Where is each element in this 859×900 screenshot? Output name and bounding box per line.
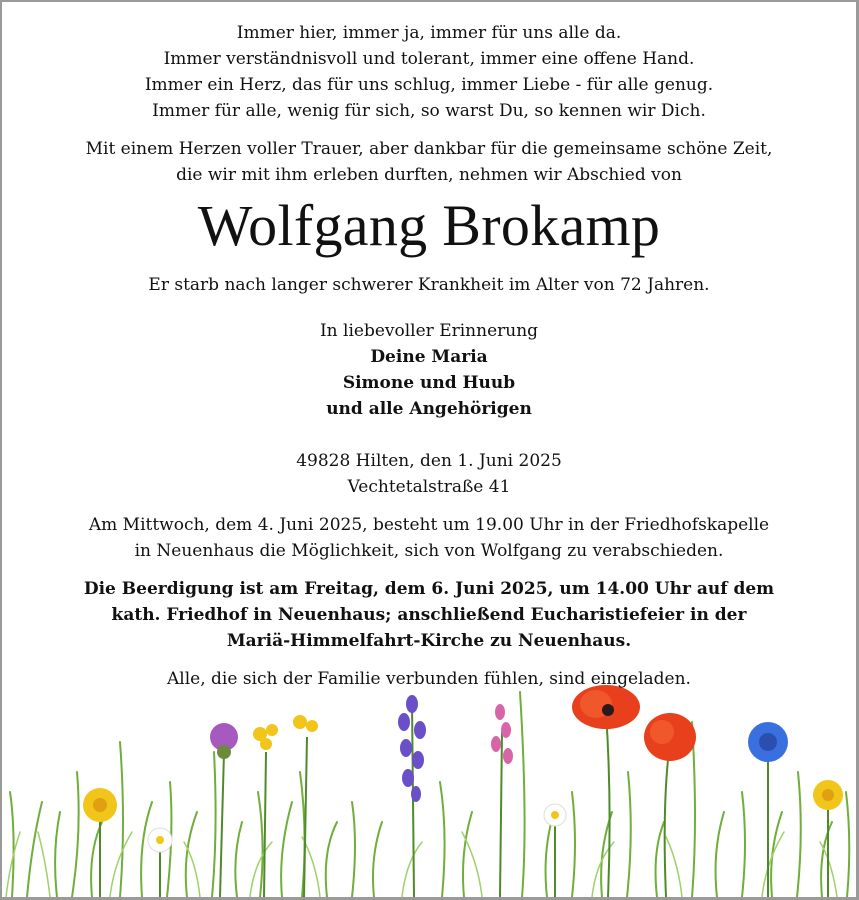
address [2,448,856,500]
poem-line: Immer für alle, wenig für sich, so warst Du, so kennen wir Dich. [152,101,706,121]
cornflower-icon [748,722,788,762]
address-street: Vechtetalstraße 41 [347,477,511,497]
signoff-name: und alle Angehörigen [326,399,532,419]
daisy-icon [148,828,172,852]
obituary-text [2,20,856,692]
deceased-name: Wolfgang Brokamp [197,193,661,258]
farewell-line: Am Mittwoch, dem 4. Juni 2025, besteht um 19.00 Uhr in der Friedhofskapelle [88,515,770,535]
funeral-line: Mariä-Himmelfahrt-Kirche zu Neuenhaus. [226,631,632,651]
poem-line: Immer verständnisvoll und tolerant, immer eine offene Hand. [163,49,695,69]
wildflower-meadow [2,682,859,897]
signoff [2,318,856,422]
funeral-note [2,576,856,654]
farewell-line: in Neuenhaus die Möglichkeit, sich von Wolfgang zu verabschieden. [134,541,724,561]
intro-line: die wir mit ihm erleben durften, nehmen wir Abschied von [176,165,682,185]
buttercup-icon [253,715,318,750]
daisy-icon [544,804,566,826]
farewell-note [2,512,856,564]
dandelion-icon [83,788,117,822]
address-place-date: 49828 Hilten, den 1. Juni 2025 [296,451,562,471]
grass-blades-light [6,832,837,897]
intro-line: Mit einem Herzen voller Trauer, aber dankbar für die gemeinsame schöne Zeit, [85,139,773,159]
poppy-icon [644,713,696,761]
death-note: Er starb nach langer schwerer Krankheit im Alter von 72 Jahren. [148,275,710,295]
poem-line: Immer hier, immer ja, immer für uns alle da. [236,23,622,43]
funeral-line: Die Beerdigung ist am Freitag, dem 6. Juni 2025, um 14.00 Uhr auf dem [83,579,775,599]
signoff-name: Simone und Huub [342,373,516,393]
signoff-intro: In liebevoller Erinnerung [319,321,539,341]
invitation: Alle, die sich der Familie verbunden fühlen, sind eingeladen. [167,669,691,689]
intro [2,136,856,188]
grass-blades [10,692,849,897]
dandelion-icon [813,780,843,810]
poem [2,20,856,124]
poem-line: Immer ein Herz, das für uns schlug, immer Liebe - für alle genug. [144,75,714,95]
signoff-name: Deine Maria [370,347,488,367]
funeral-line: kath. Friedhof in Neuenhaus; anschließend Eucharistiefeier in der [111,605,747,625]
